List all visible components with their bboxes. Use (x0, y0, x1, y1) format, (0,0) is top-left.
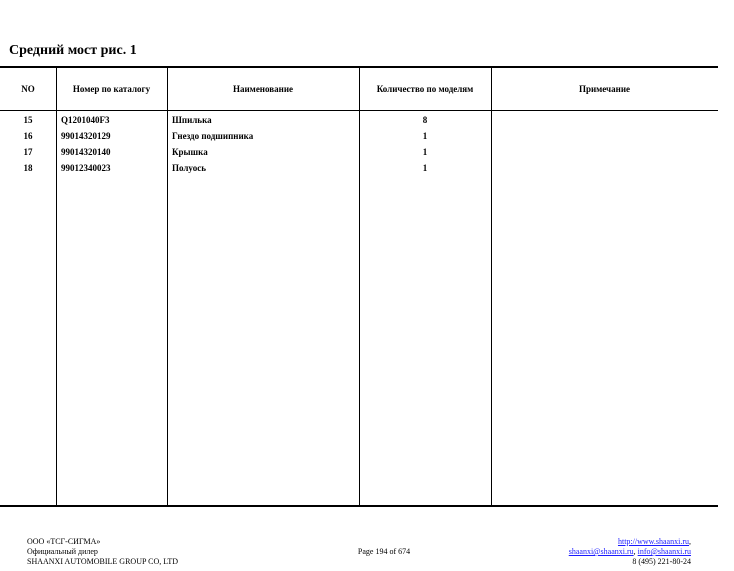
header-divider (0, 110, 718, 111)
header-catalog: Номер по каталогу (72, 84, 151, 94)
cell-catalog: 99014320140 (61, 147, 111, 157)
table-row (0, 161, 718, 177)
cell-catalog: 99014320129 (61, 131, 111, 141)
header-qty: Количество по моделям (376, 84, 474, 94)
website-link[interactable]: http://www.shaanxi.ru (617, 537, 689, 546)
cell-name: Полуось (172, 163, 206, 173)
cell-name: Гнездо подшипника (172, 131, 254, 141)
footer-group: SHAANXI AUTOMOBILE GROUP CO, LTD (27, 557, 179, 566)
page-number: Page 194 of 674 (357, 547, 411, 556)
email-link-info[interactable]: info@shaanxi.ru (637, 547, 691, 556)
header-no: NO (21, 84, 35, 94)
cell-no: 16 (23, 131, 33, 141)
cell-qty: 1 (422, 131, 428, 141)
footer-phone: 8 (495) 221-80-24 (632, 557, 691, 566)
footer-contacts: http://www.shaanxi.ru, shaanxi@shaanxi.ru, info@shaanxi.ru 8 (495) 221-80-24 (568, 537, 691, 566)
cell-no: 15 (23, 115, 33, 125)
table-row (0, 113, 718, 129)
email-link-shaanxi[interactable]: shaanxi@shaanxi.ru (568, 547, 634, 556)
cell-name: Шпилька (172, 115, 212, 125)
table-body (0, 113, 718, 177)
cell-no: 17 (23, 147, 33, 157)
footer-company: ООО «ТСГ-СИГМА» (27, 537, 101, 546)
cell-catalog: Q1201040F3 (61, 115, 110, 125)
cell-catalog: 99012340023 (61, 163, 111, 173)
footer-dealer: Официальный дилер (27, 547, 98, 556)
cell-qty: 1 (422, 163, 428, 173)
header-note: Примечание (578, 84, 631, 94)
cell-qty: 1 (422, 147, 428, 157)
table-row (0, 129, 718, 145)
cell-name: Крышка (172, 147, 208, 157)
parts-table (0, 66, 718, 507)
header-name: Наименование (233, 84, 293, 94)
page-title: Средний мост рис. 1 (9, 43, 137, 58)
cell-qty: 8 (422, 115, 428, 125)
cell-no: 18 (23, 163, 33, 173)
table-row (0, 145, 718, 161)
